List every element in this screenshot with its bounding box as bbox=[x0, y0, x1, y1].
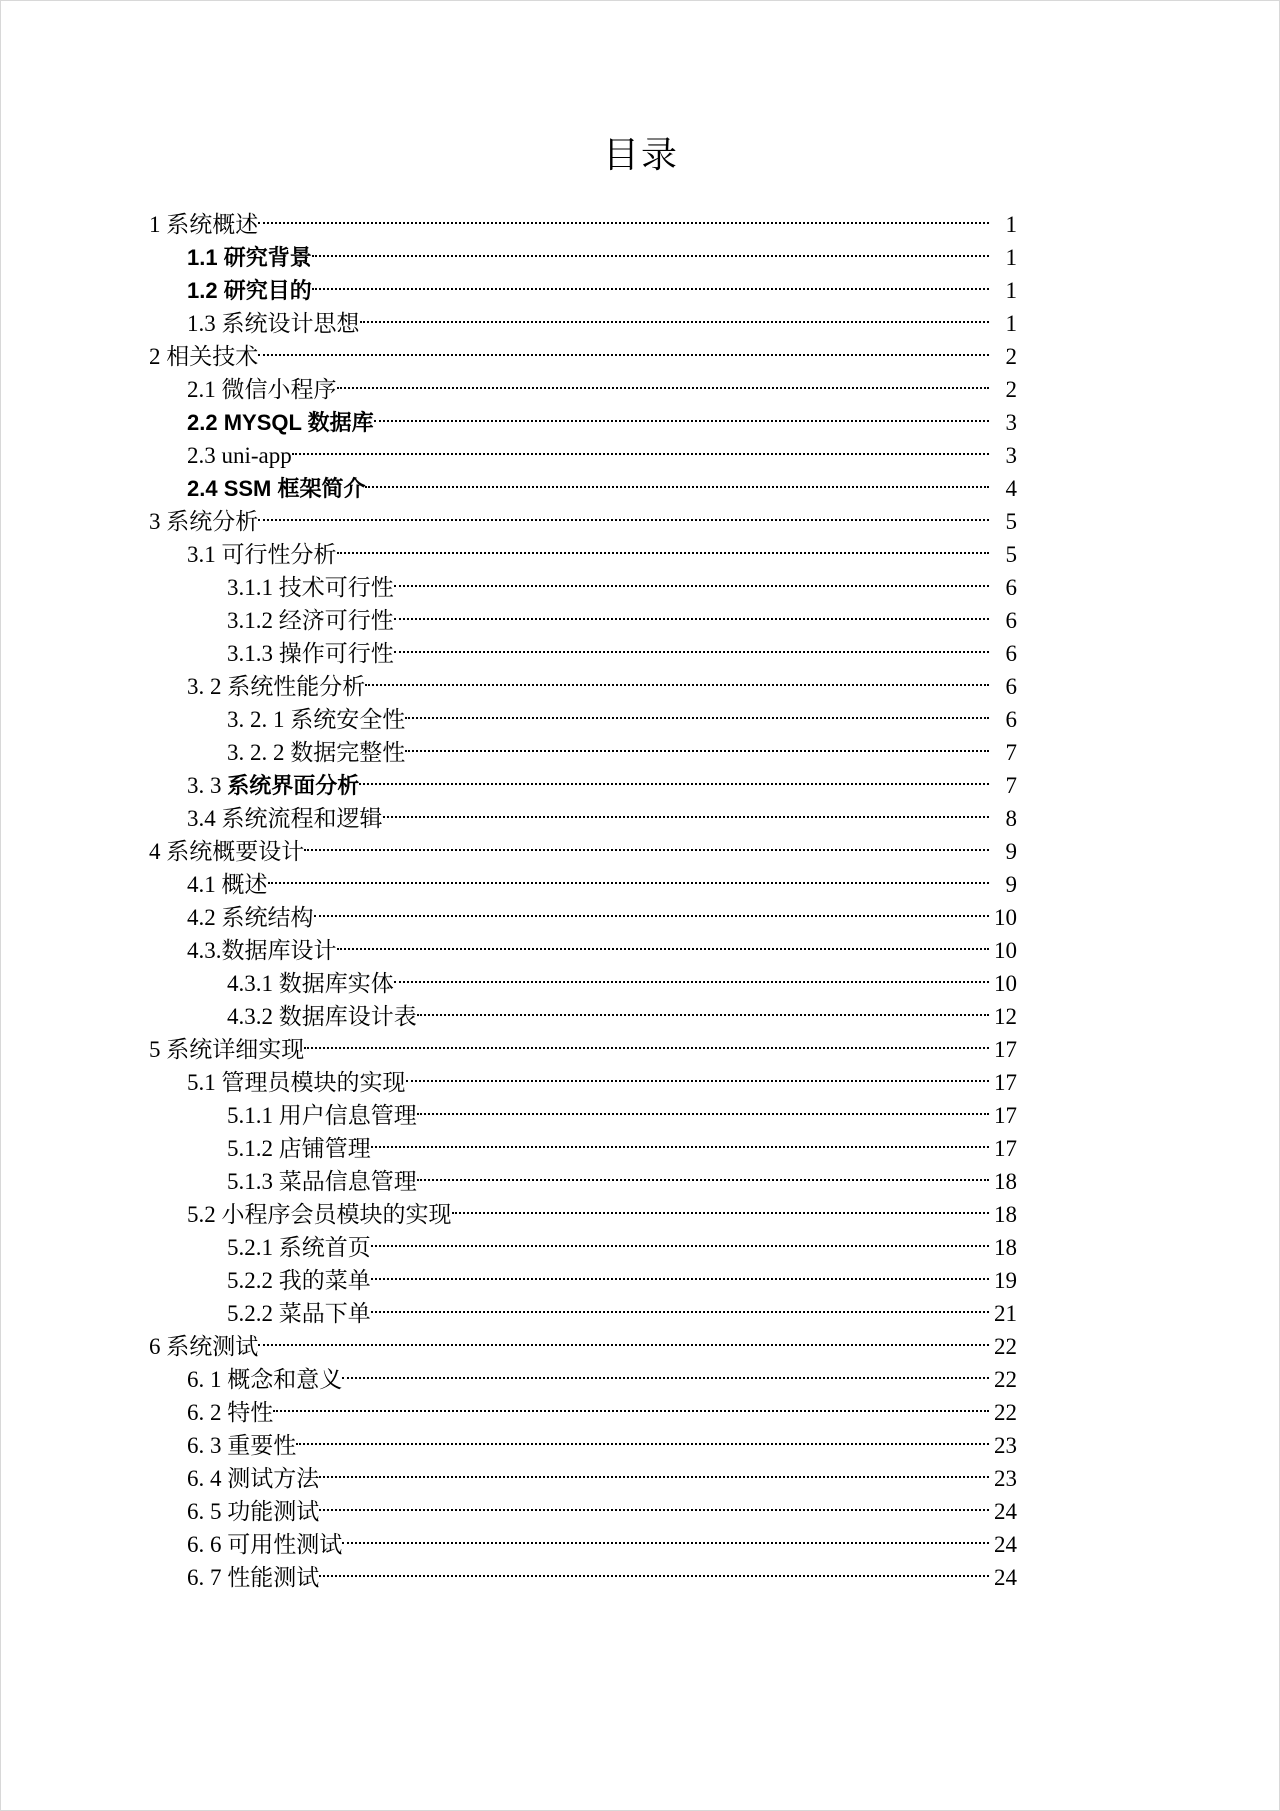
toc-entry-number: 3. 3 bbox=[187, 773, 228, 798]
toc-leader-dots bbox=[319, 1552, 989, 1585]
toc-leader-dots bbox=[258, 199, 989, 232]
toc-leader-dots bbox=[319, 1453, 989, 1486]
toc-leader-dots bbox=[304, 1024, 989, 1057]
toc-leader-dots bbox=[394, 628, 989, 661]
toc-page-number: 1 bbox=[1005, 311, 1017, 336]
toc-leader-dots bbox=[417, 1156, 989, 1189]
toc-leader-dots bbox=[371, 1222, 989, 1255]
toc-leader-dots bbox=[296, 1420, 989, 1453]
table-of-contents bbox=[149, 199, 1017, 1590]
toc-leader-dots bbox=[314, 892, 990, 925]
toc-leader-dots bbox=[258, 331, 989, 364]
toc-entry-label: 4.1 概述 bbox=[187, 872, 268, 897]
toc-entry-label: 6. 5 功能测试 bbox=[187, 1499, 320, 1524]
toc-entry-label: 5.2.2 菜品下单 bbox=[227, 1301, 371, 1326]
toc-leader-dots bbox=[365, 463, 989, 496]
toc-entry[interactable] bbox=[149, 1321, 1017, 1359]
toc-entry-label: 5.1.1 用户信息管理 bbox=[227, 1103, 417, 1128]
toc-entry[interactable] bbox=[149, 1420, 1017, 1458]
toc-entry-label: 5.2 小程序会员模块的实现 bbox=[187, 1202, 452, 1227]
toc-leader-dots bbox=[405, 727, 989, 760]
toc-entry-label: 6. 4 测试方法 bbox=[187, 1466, 320, 1491]
toc-entry[interactable] bbox=[149, 232, 1017, 270]
toc-entry-label: 5.2.2 我的菜单 bbox=[227, 1268, 371, 1293]
toc-leader-dots bbox=[405, 694, 989, 727]
toc-page-number: 6 bbox=[1005, 608, 1017, 633]
toc-entry-label: 5.1.2 店铺管理 bbox=[227, 1136, 371, 1161]
toc-page-number: 23 bbox=[994, 1433, 1017, 1458]
toc-page-number: 7 bbox=[1005, 740, 1017, 765]
page-title: 目录 bbox=[602, 135, 679, 175]
toc-entry-label: 6. 6 可用性测试 bbox=[187, 1532, 343, 1557]
toc-leader-dots bbox=[371, 1255, 989, 1288]
toc-page-number: 22 bbox=[994, 1367, 1017, 1392]
toc-page-number: 19 bbox=[994, 1268, 1017, 1293]
toc-page-number: 6 bbox=[1005, 707, 1017, 732]
toc-entry[interactable] bbox=[149, 364, 1017, 402]
toc-leader-dots bbox=[273, 1387, 989, 1420]
toc-page-number: 23 bbox=[994, 1466, 1017, 1491]
toc-page-number: 6 bbox=[1005, 674, 1017, 699]
toc-entry-label: 2.4 SSM 框架简介 bbox=[187, 476, 366, 501]
toc-leader-dots bbox=[359, 760, 989, 793]
toc-page-number: 1 bbox=[1005, 212, 1017, 237]
toc-entry-label: 6. 2 特性 bbox=[187, 1400, 274, 1425]
toc-entry-label: 6. 7 性能测试 bbox=[187, 1565, 320, 1590]
toc-entry-label: 3.1 可行性分析 bbox=[187, 542, 337, 567]
toc-entry-label: 5 系统详细实现 bbox=[149, 1037, 305, 1062]
toc-entry-label: 4.3.1 数据库实体 bbox=[227, 971, 394, 996]
toc-page-number: 1 bbox=[1005, 278, 1017, 303]
toc-entry-label: 3 系统分析 bbox=[149, 509, 259, 534]
toc-page-number: 21 bbox=[994, 1301, 1017, 1326]
toc-entry-label: 6. 3 重要性 bbox=[187, 1433, 297, 1458]
toc-entry-label: 1.2 研究目的 bbox=[187, 278, 312, 303]
toc-entry-label: 2.1 微信小程序 bbox=[187, 377, 337, 402]
toc-entry-label: 1 系统概述 bbox=[149, 212, 259, 237]
toc-leader-dots bbox=[371, 1288, 989, 1321]
toc-entry-label bbox=[149, 769, 359, 802]
toc-page-number: 17 bbox=[994, 1136, 1017, 1161]
toc-page-number: 4 bbox=[1005, 476, 1017, 501]
toc-page-number: 9 bbox=[1005, 872, 1017, 897]
toc-entry-label: 1.1 研究背景 bbox=[187, 245, 312, 270]
toc-entry-label: 2.3 uni-app bbox=[187, 443, 292, 468]
toc-entry-label: 5.1.3 菜品信息管理 bbox=[227, 1169, 417, 1194]
toc-page-number: 17 bbox=[994, 1103, 1017, 1128]
toc-page-number: 10 bbox=[994, 938, 1017, 963]
toc-page-number: 9 bbox=[1005, 839, 1017, 864]
toc-leader-dots bbox=[374, 397, 989, 430]
toc-page-number: 8 bbox=[1005, 806, 1017, 831]
toc-leader-dots bbox=[365, 661, 989, 694]
toc-leader-dots bbox=[342, 1519, 989, 1552]
toc-leader-dots bbox=[342, 1354, 989, 1387]
toc-page-number: 3 bbox=[1005, 410, 1017, 435]
toc-page-number: 24 bbox=[994, 1565, 1017, 1590]
toc-entry-label: 4 系统概要设计 bbox=[149, 839, 305, 864]
toc-leader-dots bbox=[360, 298, 990, 331]
toc-leader-dots bbox=[394, 595, 989, 628]
toc-page-number: 24 bbox=[994, 1532, 1017, 1557]
toc-page-number: 17 bbox=[994, 1070, 1017, 1095]
toc-page-number: 5 bbox=[1005, 509, 1017, 534]
toc-leader-dots bbox=[452, 1189, 990, 1222]
toc-entry-label: 3.1.1 技术可行性 bbox=[227, 575, 394, 600]
toc-entry-label: 6. 1 概念和意义 bbox=[187, 1367, 343, 1392]
toc-entry-label: 2 相关技术 bbox=[149, 344, 259, 369]
toc-entry-label: 3. 2 系统性能分析 bbox=[187, 674, 366, 699]
toc-entry-label: 3. 2. 1 系统安全性 bbox=[227, 707, 406, 732]
toc-page-number: 5 bbox=[1005, 542, 1017, 567]
toc-entry[interactable] bbox=[149, 331, 1017, 369]
toc-page-number: 22 bbox=[994, 1334, 1017, 1359]
toc-page-number: 18 bbox=[994, 1235, 1017, 1260]
toc-entry-label: 6 系统测试 bbox=[149, 1334, 259, 1359]
toc-page-number: 10 bbox=[994, 971, 1017, 996]
toc-entry-label: 3. 2. 2 数据完整性 bbox=[227, 740, 406, 765]
toc-leader-dots bbox=[337, 925, 990, 958]
toc-page-number: 3 bbox=[1005, 443, 1017, 468]
toc-page-number: 17 bbox=[994, 1037, 1017, 1062]
toc-leader-dots bbox=[417, 1090, 989, 1123]
toc-entry-label: 2.2 MYSQL 数据库 bbox=[187, 410, 374, 435]
toc-entry-label: 4.3.数据库设计 bbox=[187, 938, 337, 963]
toc-leader-dots bbox=[312, 265, 989, 298]
toc-entry[interactable] bbox=[149, 1387, 1017, 1425]
toc-leader-dots bbox=[319, 1486, 989, 1519]
toc-leader-dots bbox=[304, 826, 989, 859]
toc-entry-label: 4.2 系统结构 bbox=[187, 905, 314, 930]
toc-page-number: 2 bbox=[1005, 344, 1017, 369]
toc-leader-dots bbox=[394, 562, 989, 595]
toc-entry[interactable] bbox=[149, 859, 1017, 897]
toc-leader-dots bbox=[258, 496, 989, 529]
toc-leader-dots bbox=[371, 1123, 989, 1156]
toc-entry-label: 5.2.1 系统首页 bbox=[227, 1235, 371, 1260]
toc-leader-dots bbox=[406, 1057, 990, 1090]
toc-entry[interactable] bbox=[149, 496, 1017, 534]
toc-page-number: 6 bbox=[1005, 575, 1017, 600]
toc-leader-dots bbox=[394, 958, 989, 991]
toc-leader-dots bbox=[258, 1321, 989, 1354]
toc-entry-label: 1.3 系统设计思想 bbox=[187, 311, 360, 336]
toc-entry[interactable] bbox=[149, 199, 1017, 237]
toc-page-number: 7 bbox=[1005, 773, 1017, 798]
toc-page-number: 10 bbox=[994, 905, 1017, 930]
toc-leader-dots bbox=[383, 793, 990, 826]
toc-page-number: 1 bbox=[1005, 245, 1017, 270]
toc-leader-dots bbox=[337, 364, 990, 397]
toc-entry-label: 4.3.2 数据库设计表 bbox=[227, 1004, 417, 1029]
toc-entry[interactable] bbox=[149, 892, 1017, 930]
toc-page-number: 18 bbox=[994, 1202, 1017, 1227]
toc-entry[interactable] bbox=[149, 1354, 1017, 1392]
toc-leader-dots bbox=[417, 991, 989, 1024]
toc-page-number: 2 bbox=[1005, 377, 1017, 402]
toc-entry[interactable] bbox=[149, 529, 1017, 567]
toc-leader-dots bbox=[292, 430, 989, 463]
toc-leader-dots bbox=[337, 529, 990, 562]
toc-leader-dots bbox=[268, 859, 990, 892]
toc-entry-label: 3.1.2 经济可行性 bbox=[227, 608, 394, 633]
toc-page-number: 24 bbox=[994, 1499, 1017, 1524]
toc-page-number: 6 bbox=[1005, 641, 1017, 666]
toc-entry-label: 3.1.3 操作可行性 bbox=[227, 641, 394, 666]
toc-page-number: 18 bbox=[994, 1169, 1017, 1194]
toc-page-number: 22 bbox=[994, 1400, 1017, 1425]
toc-page-number: 12 bbox=[994, 1004, 1017, 1029]
toc-entry-label: 5.1 管理员模块的实现 bbox=[187, 1070, 406, 1095]
toc-leader-dots bbox=[312, 232, 989, 265]
toc-entry-label: 3.4 系统流程和逻辑 bbox=[187, 806, 383, 831]
toc-entry-title: 系统界面分析 bbox=[227, 773, 360, 798]
